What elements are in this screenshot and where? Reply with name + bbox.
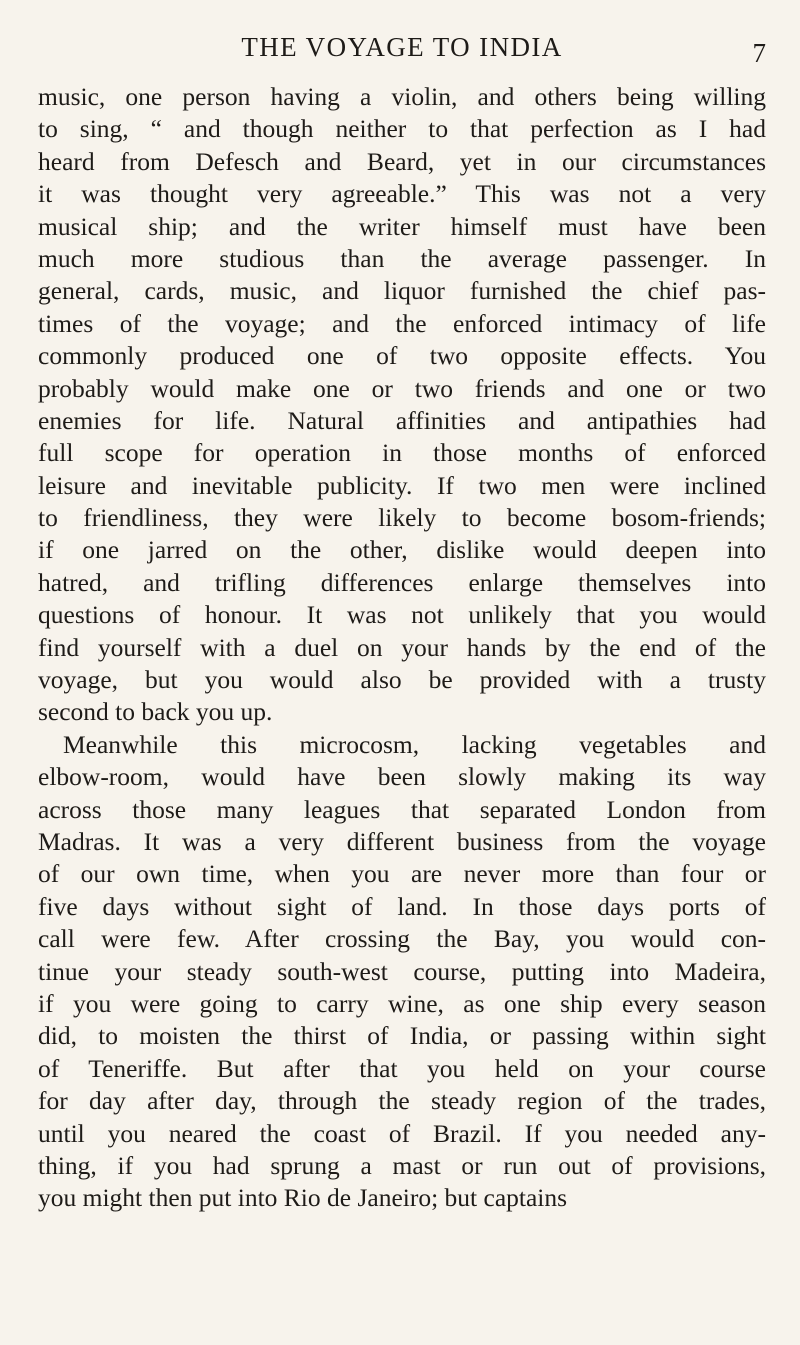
text-line: musical ship; and the writer himself must have been [38,211,766,241]
text-line: enemies for life. Natural affinities and antipathies had [38,405,766,435]
text-line: leisure and inevitable publicity. If two men were inclined [38,470,766,500]
text-line: voyage, but you would also be provided with a trusty [38,665,766,695]
text-line: five days without sight of land. In those days ports of [38,891,766,921]
text-line: call were few. After crossing the Bay, you would con- [38,924,766,954]
text-line: did, to moisten the thirst of India, or passing within sight [38,1021,766,1051]
text-line: across those many leagues that separated London from [38,794,766,824]
text-line: second to back you up. [38,697,273,727]
text-line: general, cards, music, and liquor furnished the chief pas- [38,276,766,306]
book-page [38,0,766,1215]
text-line: questions of honour. It was not unlikely that you would [38,600,766,630]
text-line: you might then put into Rio de Janeiro; but captains [38,1183,568,1213]
text-line: elbow-room, would have been slowly making its way [38,762,766,792]
paragraph [38,729,766,1215]
text-line: of our own time, when you are never more than four or [38,859,766,889]
text-line: thing, if you had sprung a mast or run out of provisions, [38,1150,766,1180]
text-line: heard from Defesch and Beard, yet in our circumstances [38,146,766,176]
text-line: it was thought very agreeable.” This was not a very [38,179,766,209]
text-line: commonly produced one of two opposite effects. You [38,341,766,371]
text-line: of Teneriffe. But after that you held on your course [38,1053,766,1083]
text-line: Meanwhile this microcosm, lacking vegetables and [63,729,766,759]
text-line: probably would make one or two friends and one or two [38,373,766,403]
text-line: full scope for operation in those months of enforced [38,438,766,468]
text-line: Madras. It was a very different business from the voyage [38,826,766,856]
text-line: to sing, “ and though neither to that perfection as I had [38,114,766,144]
text-line: much more studious than the average passenger. In [38,243,766,273]
body-text [38,81,766,1215]
text-line: until you neared the coast of Brazil. If you needed any- [38,1118,766,1148]
paragraph [38,81,766,729]
text-line: tinue your steady south-west course, putting into Madeira, [38,956,766,986]
text-line: if one jarred on the other, dislike would deepen into [38,535,766,565]
text-line: find yourself with a duel on your hands by the end of the [38,632,766,662]
text-line: if you were going to carry wine, as one ship every season [38,988,766,1018]
text-line: for day after day, through the steady region of the trades, [38,1086,766,1116]
text-line: times of the voyage; and the enforced intimacy of life [38,308,766,338]
text-line: music, one person having a violin, and others being willing [38,82,766,111]
text-line: to friendliness, they were likely to become bosom-friends; [38,503,766,533]
text-line: hatred, and trifling differences enlarge themselves into [38,567,766,597]
running-head [38,0,766,70]
running-title: THE VOYAGE TO INDIA [241,32,563,62]
page-number: 7 [752,38,766,68]
